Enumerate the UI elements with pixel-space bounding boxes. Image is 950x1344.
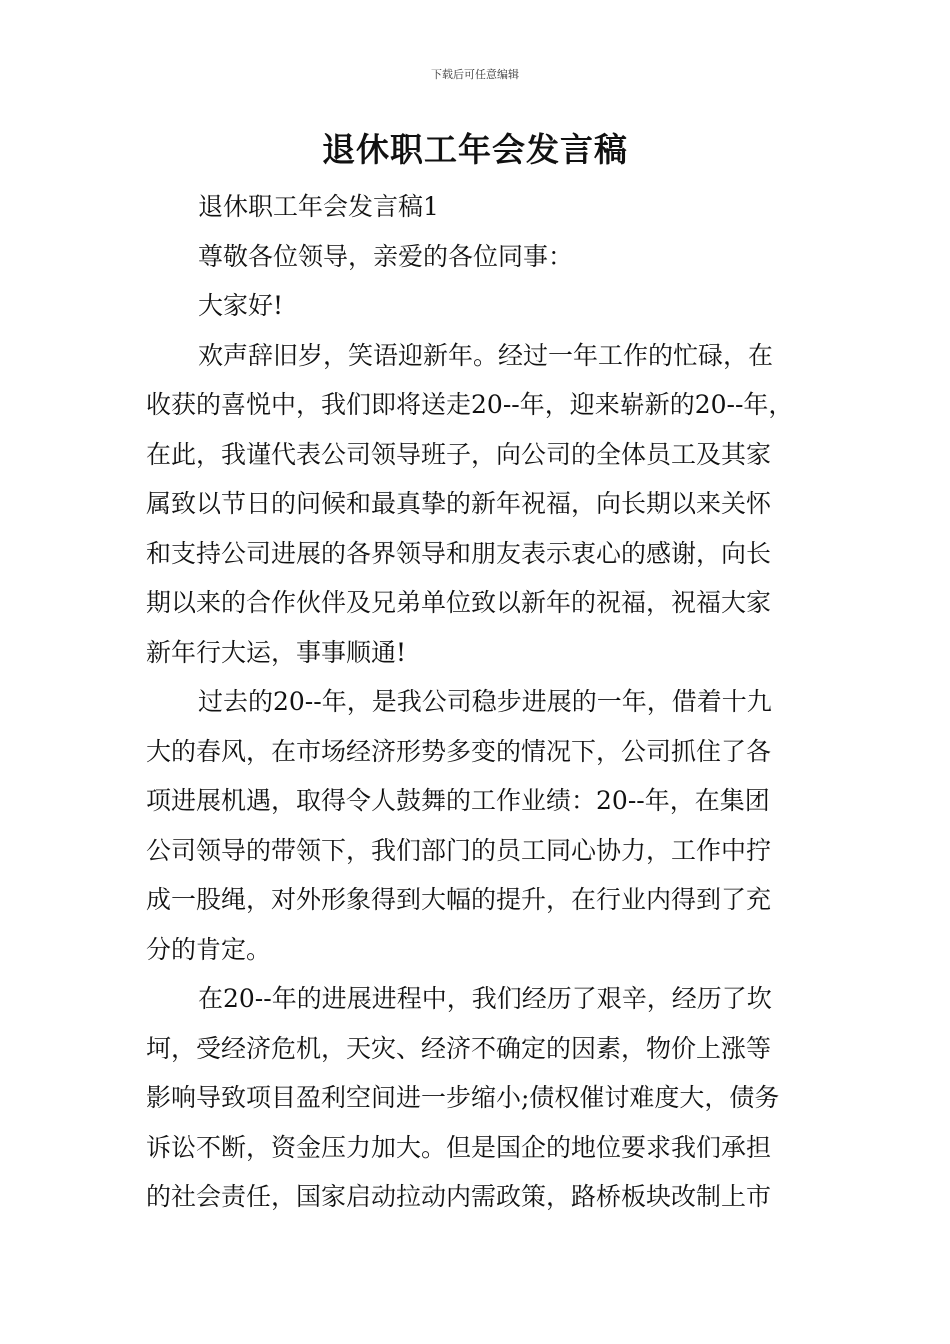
body-line: 项进展机遇，取得令人鼓舞的工作业绩：20--年，在集团 (146, 786, 770, 815)
body-line: 影响导致项目盈利空间进一步缩小;债权催讨难度大，债务 (146, 1083, 780, 1112)
body-line: 欢声辞旧岁，笑语迎新年。经过一年工作的忙碌，在 (198, 340, 774, 370)
body-line: 收获的喜悦中，我们即将送走20--年，迎来崭新的20--年， (146, 390, 794, 419)
body-line: 坷，受经济危机，天灾、经济不确定的因素，物价上涨等 (146, 1033, 772, 1063)
body-line: 的社会责任，国家启动拉动内需政策，路桥板块改制上市 (146, 1182, 772, 1211)
body-line: 成一股绳，对外形象得到大幅的提升，在行业内得到了充 (146, 885, 772, 914)
body-line: 退休职工年会发言稿1 (198, 192, 439, 221)
body-line: 在此，我谨代表公司领导班子，向公司的全体员工及其家 (146, 439, 772, 469)
body-line: 过去的20--年，是我公司稳步进展的一年，借着十九 (198, 687, 772, 716)
body-line: 大家好! (198, 291, 284, 320)
body-line: 大的春风，在市场经济形势多变的情况下，公司抓住了各 (146, 736, 772, 766)
document-body (146, 182, 816, 1222)
body-line: 在20--年的进展进程中，我们经历了艰辛，经历了坎 (198, 984, 772, 1013)
body-line: 和支持公司进展的各界领导和朋友表示衷心的感谢，向长 (146, 538, 772, 568)
body-line: 诉讼不断，资金压力加大。但是国企的地位要求我们承担 (146, 1132, 772, 1162)
document-title: 退休职工年会发言稿 (322, 130, 628, 169)
body-line: 属致以节日的问候和最真挚的新年祝福，向长期以来关怀 (146, 489, 772, 518)
body-line: 新年行大运，事事顺通! (146, 637, 407, 667)
page-header-note: 下载后可任意编辑 (431, 68, 519, 81)
body-line: 分的肯定。 (146, 934, 272, 964)
body-line: 期以来的合作伙伴及兄弟单位致以新年的祝福，祝福大家 (146, 588, 772, 617)
body-line: 尊敬各位领导，亲爱的各位同事： (198, 241, 574, 271)
body-line: 公司领导的带领下，我们部门的员工同心协力，工作中拧 (146, 835, 772, 865)
